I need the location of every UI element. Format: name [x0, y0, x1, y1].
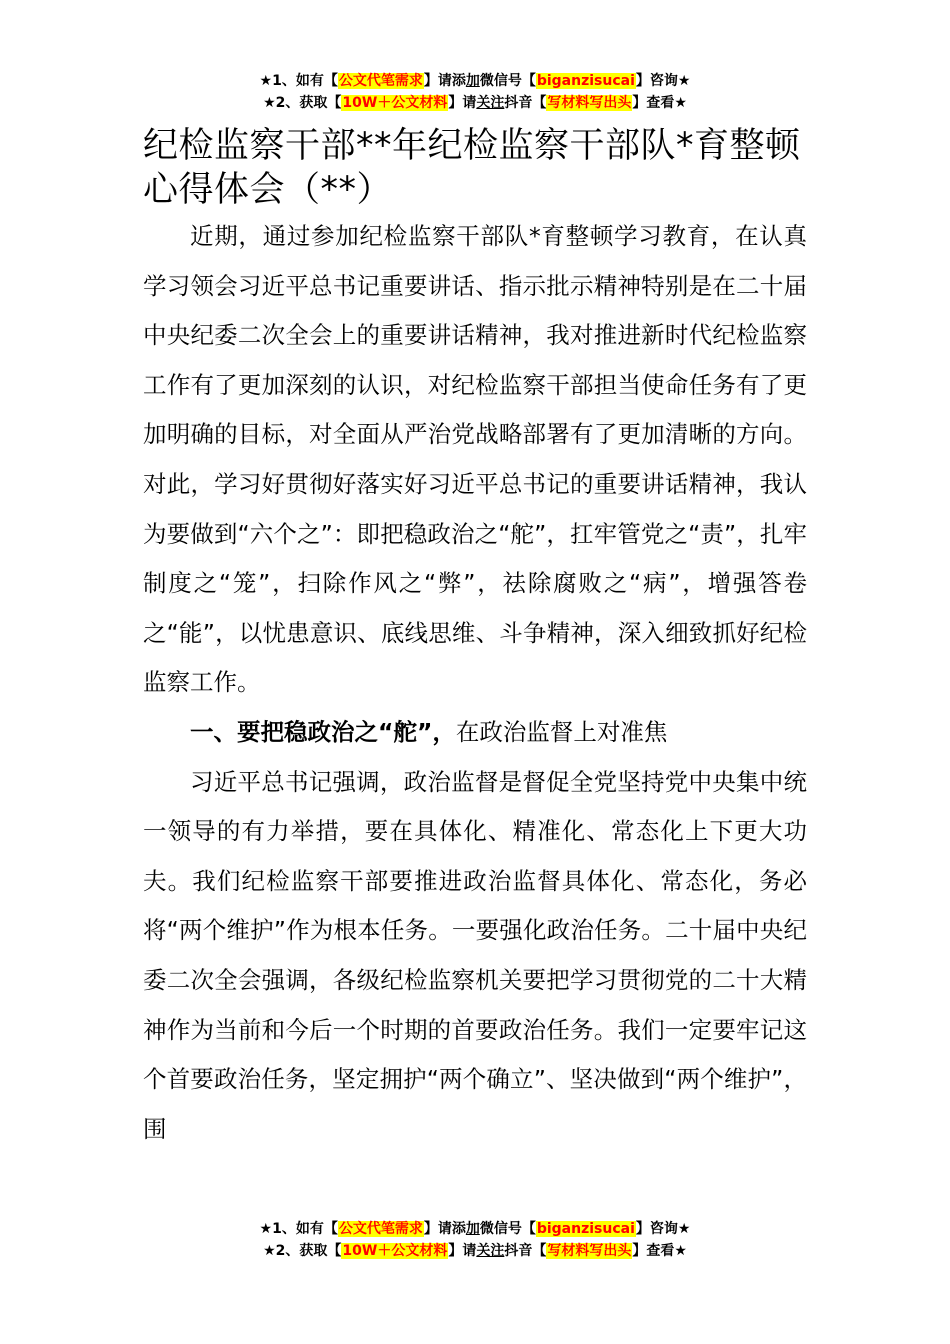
paragraph-intro: 近期，通过参加纪检监察干部队*育整顿学习教育，在认真学习领会习近平总书记重要讲话、指示批示精神特别是在二十届中央纪委二次全会上的重要讲话精神，我对推进新时代纪检监察工作有了更加深刻的认识，对纪检监察干部担当使命任务有了更加明确的目标，对全面从严治党战略部署有了更加清晰的方向。对此，学习好贯彻好落实好习近平总书记的重要讲话精神，我认为要做到“六个之”：即把稳政治之“舵”，扛牢管党之“责”，扎牢制度之“笼”，扫除作风之“弊”，祛除腐败之“病”，增强答卷之“能”，以忧患意识、底线思维、斗争精神，深入细致抓好纪检监察工作。: [143, 222, 807, 697]
banner-highlight: 公文代笔需求: [338, 1221, 423, 1237]
banner-highlight-wechat: biganzisucai: [536, 1221, 635, 1237]
banner-text: 】请添: [423, 1221, 466, 1237]
banner-text: ★2、获取【: [263, 95, 342, 111]
paragraph-section-1: 习近平总书记强调，政治监督是督促全党坚持党中央集中统一领导的有力举措，要在具体化、精准化、常态化上下更大功夫。我们纪检监察干部要推进政治监督具体化、常态化，务必将“两个维护”作为根本任务。一要强化政治任务。二十届中央纪委二次全会强调，各级纪检监察机关要把学习贯彻党的二十大精神作为当前和今后一个时期的首要政治任务。我们一定要牢记这个首要政治任务，坚定拥护“两个确立”、坚决做到“两个维护”，围: [143, 767, 807, 1143]
banner-text: 】查看★: [632, 1243, 687, 1259]
banner-text: ★1、如有【: [259, 73, 338, 89]
banner-text: 】请: [448, 1243, 477, 1259]
banner-text: 】请添: [423, 73, 466, 89]
banner-text: 微信号【: [479, 73, 536, 89]
document-body: [143, 124, 807, 1154]
section-heading: [143, 708, 807, 758]
banner-underlined-text: 加: [465, 1221, 480, 1237]
banner-line-2: [0, 92, 950, 114]
banner-text: 】请: [448, 95, 477, 111]
section-heading-rest: 在政治监督上对准焦: [455, 717, 668, 746]
banner-text: 微信号【: [479, 1221, 536, 1237]
document-title: 纪检监察干部**年纪检监察干部队*育整顿心得体会（**）: [143, 126, 801, 210]
banner-underlined-text: 关注: [476, 1243, 505, 1259]
banner-line-1: [0, 70, 950, 92]
header-banner: [0, 70, 950, 114]
banner-line-1: [0, 1218, 950, 1240]
banner-highlight: 10W＋公文材料: [342, 95, 448, 111]
banner-text: 】查看★: [632, 95, 687, 111]
footer-banner: [0, 1218, 950, 1262]
banner-highlight: 公文代笔需求: [338, 73, 423, 89]
section-heading-bold: 一、要把稳政治之“舵”，: [190, 717, 456, 746]
banner-highlight: 10W＋公文材料: [342, 1243, 448, 1259]
banner-highlight-douyin: 写材料写出头: [547, 1243, 632, 1259]
banner-highlight-douyin: 写材料写出头: [547, 95, 632, 111]
banner-underlined-text: 关注: [476, 95, 505, 111]
banner-text: ★1、如有【: [259, 1221, 338, 1237]
banner-text: 抖音【: [504, 95, 547, 111]
banner-text: 】咨询★: [635, 73, 691, 89]
banner-line-2: [0, 1240, 950, 1262]
banner-text: 抖音【: [504, 1243, 547, 1259]
banner-underlined-text: 加: [465, 73, 480, 89]
banner-text: 】咨询★: [635, 1221, 691, 1237]
banner-highlight-wechat: biganzisucai: [536, 73, 635, 89]
banner-text: ★2、获取【: [263, 1243, 342, 1259]
